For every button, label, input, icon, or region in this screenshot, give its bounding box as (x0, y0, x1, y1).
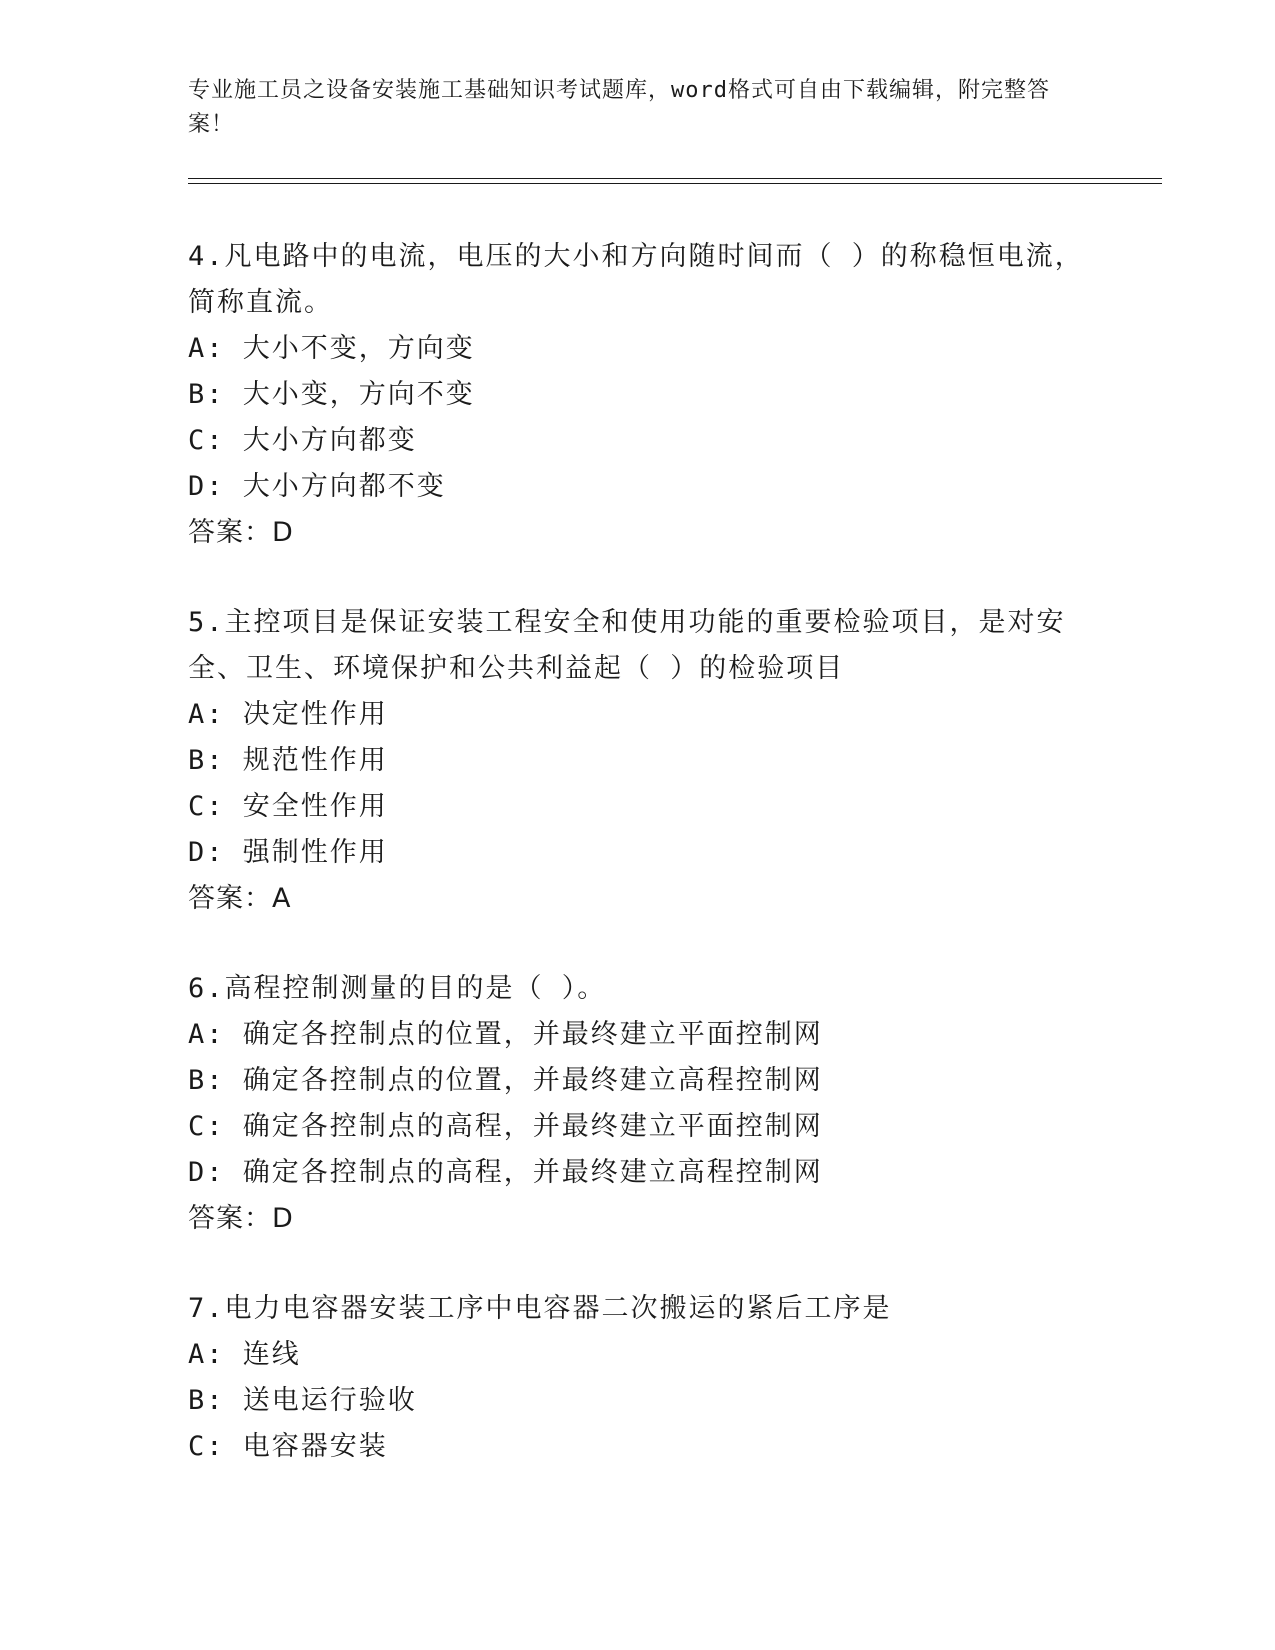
option-c: C: 大小方向都变 (188, 425, 417, 456)
option-a: A: 连线 (188, 1339, 301, 1370)
header-divider-bottom (188, 183, 1162, 184)
question-7 (188, 1286, 1088, 1470)
option-a: A: 大小不变，方向变 (188, 333, 475, 364)
option-c: C: 确定各控制点的高程，并最终建立平面控制网 (188, 1111, 823, 1142)
option-d: D: 大小方向都不变 (188, 471, 446, 502)
option-a: A: 决定性作用 (188, 699, 388, 730)
question-stem: 4.凡电路中的电流，电压的大小和方向随时间而（ ）的称稳恒电流，简称直流。 (188, 241, 1084, 318)
answer: 答案：D (188, 517, 294, 548)
header-divider-top (188, 178, 1162, 179)
option-a: A: 确定各控制点的位置，并最终建立平面控制网 (188, 1019, 823, 1050)
option-b: B: 大小变，方向不变 (188, 379, 475, 410)
option-b: B: 确定各控制点的位置，并最终建立高程控制网 (188, 1065, 823, 1096)
question-stem: 6.高程控制测量的目的是（ ）。 (188, 973, 607, 1004)
option-c: C: 安全性作用 (188, 791, 388, 822)
question-list (188, 234, 1088, 1514)
question-4 (188, 234, 1088, 556)
question-6 (188, 966, 1088, 1242)
option-b: B: 送电运行验收 (188, 1385, 417, 1416)
question-5 (188, 600, 1088, 922)
question-stem: 7.电力电容器安装工序中电容器二次搬运的紧后工序是 (188, 1293, 892, 1324)
option-d: D: 确定各控制点的高程，并最终建立高程控制网 (188, 1157, 823, 1188)
option-d: D: 强制性作用 (188, 837, 388, 868)
answer: 答案：D (188, 1203, 294, 1234)
option-c: C: 电容器安装 (188, 1431, 388, 1462)
option-b: B: 规范性作用 (188, 745, 388, 776)
document-header: 专业施工员之设备安装施工基础知识考试题库，word格式可自由下载编辑，附完整答案！ (188, 78, 1050, 137)
answer: 答案：A (188, 883, 292, 914)
question-stem: 5.主控项目是保证安装工程安全和使用功能的重要检验项目，是对安全、卫生、环境保护和公共利益起（ ）的检验项目 (188, 607, 1066, 684)
